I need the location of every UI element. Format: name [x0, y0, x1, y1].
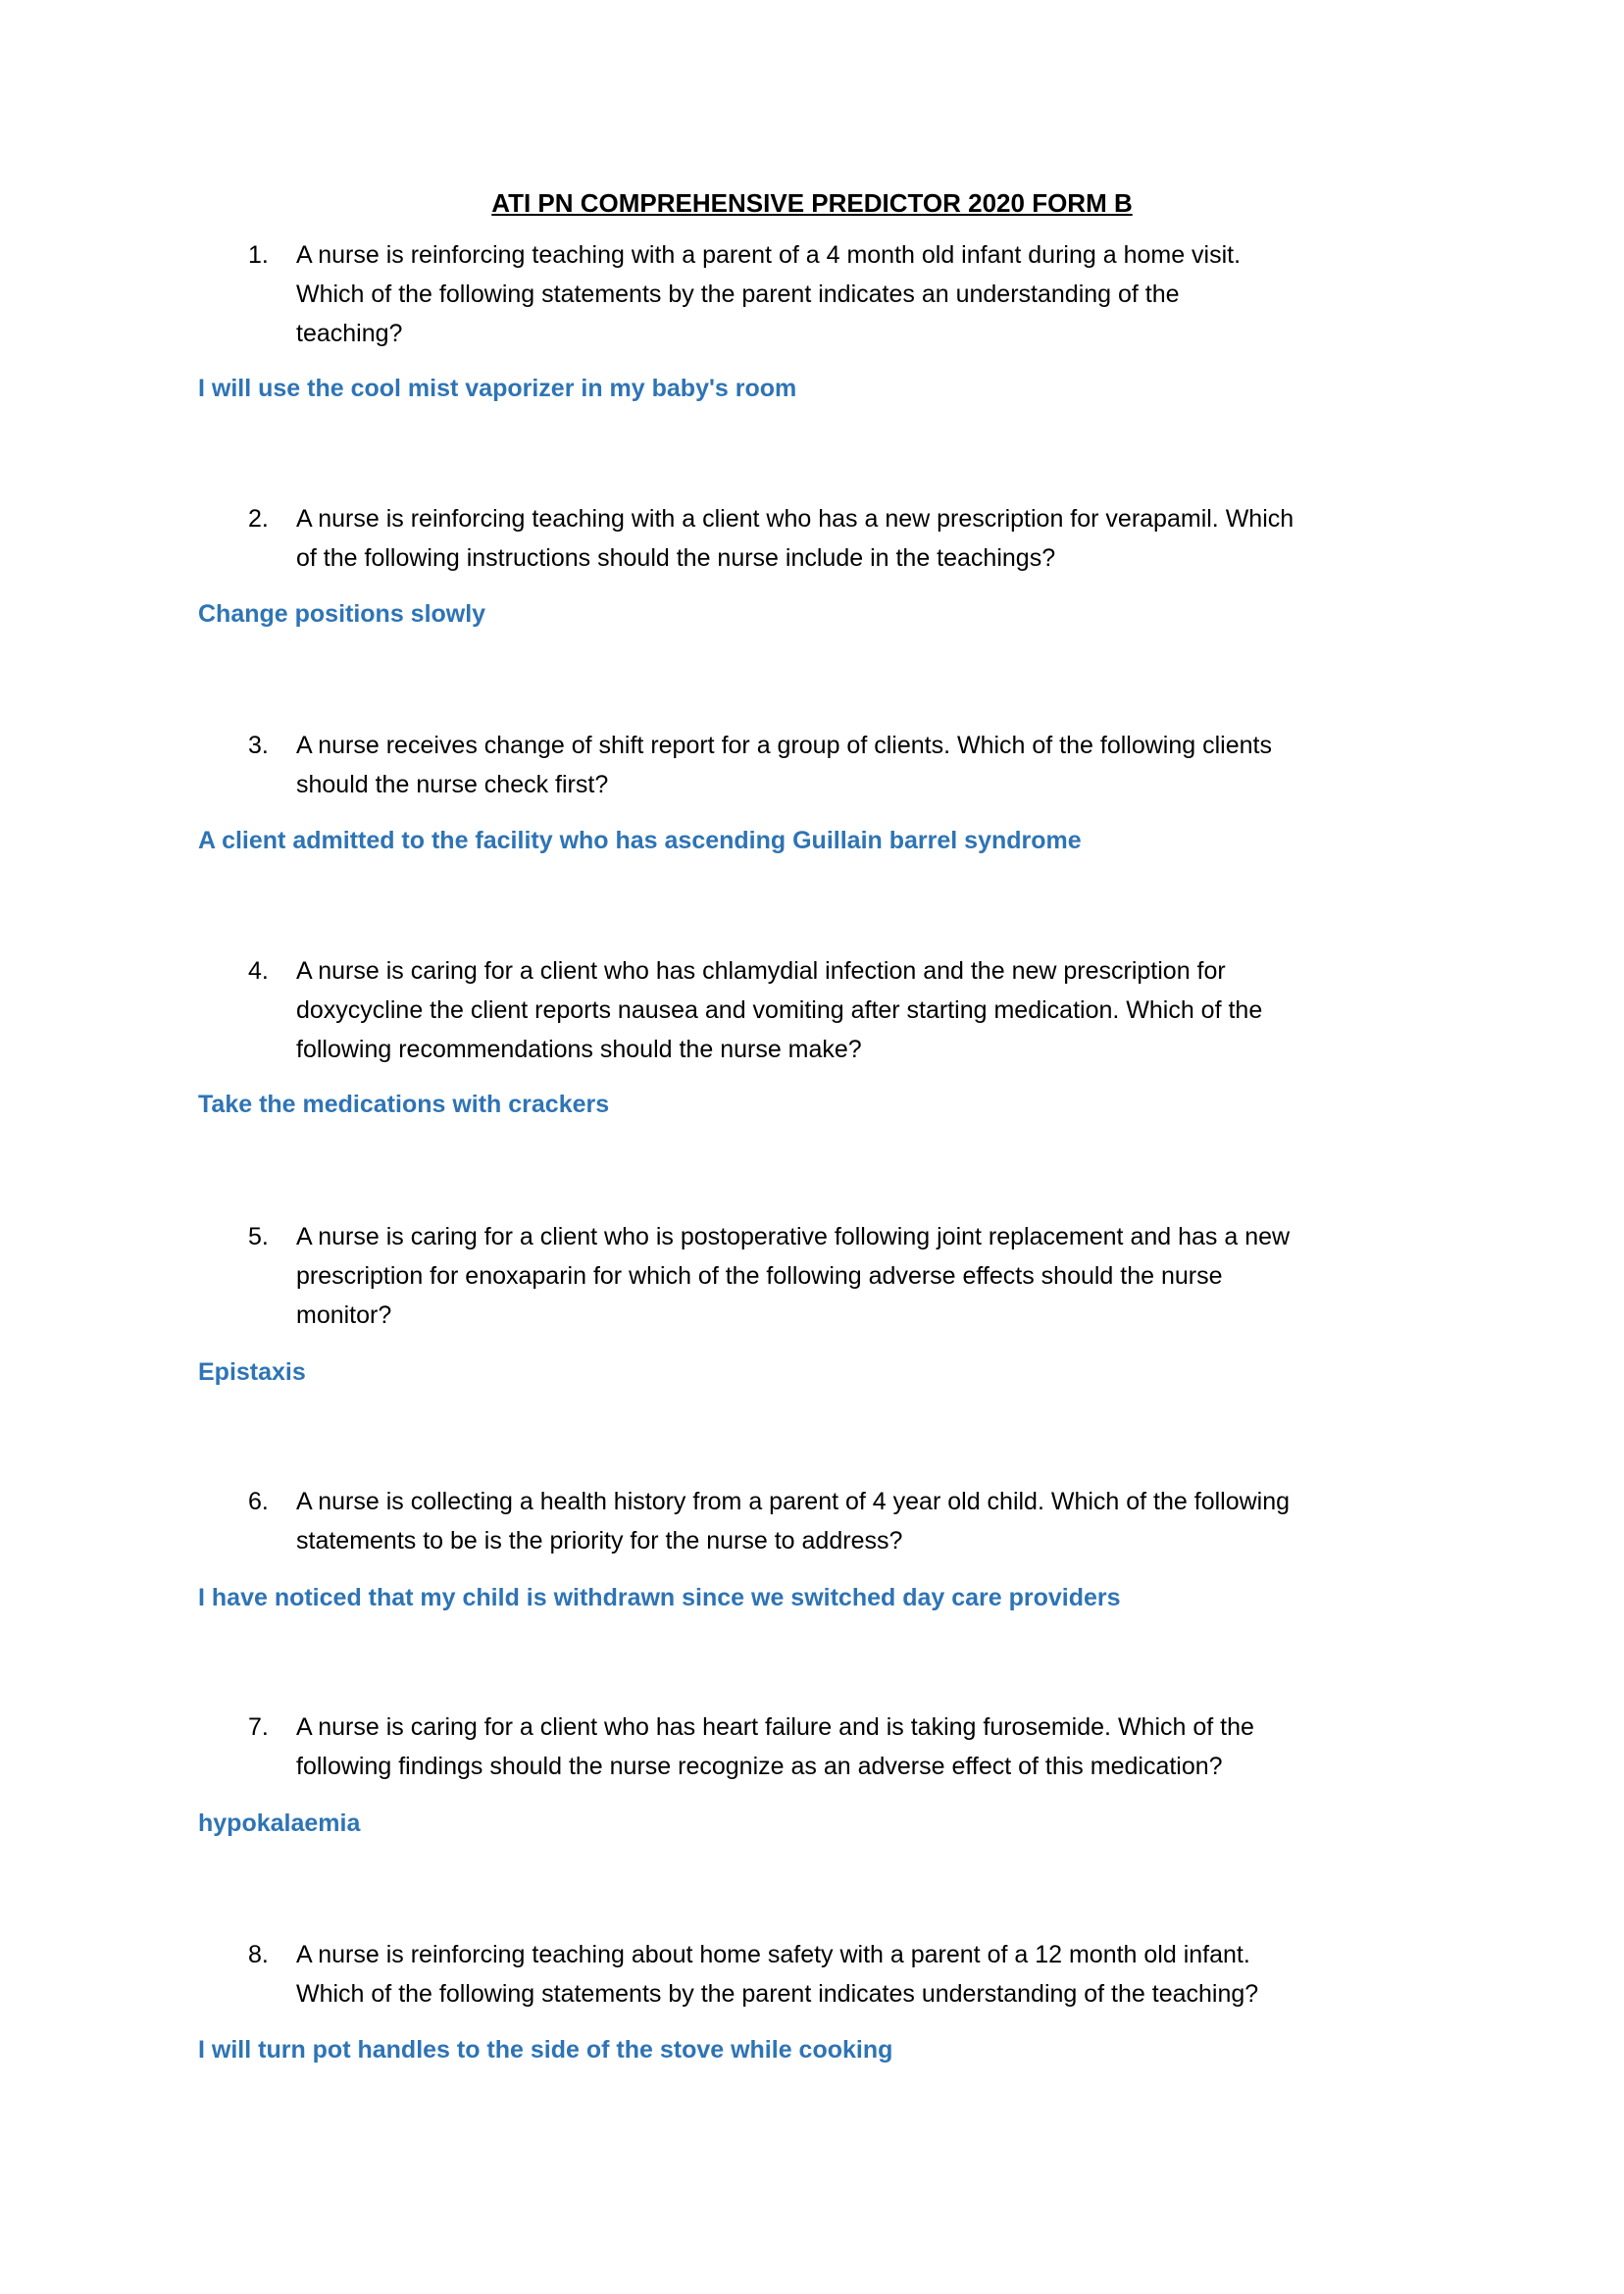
document-title: ATI PN COMPREHENSIVE PREDICTOR 2020 FORM B: [491, 188, 1133, 218]
question-number: 1.: [248, 241, 269, 269]
question-number: 3.: [248, 732, 269, 759]
question-line: should the nurse check first?: [296, 771, 609, 798]
question-line: monitor?: [296, 1301, 392, 1329]
answer-4: Take the medications with crackers: [198, 1091, 610, 1118]
answer-8: I will turn pot handles to the side of the stove while cooking: [198, 2036, 893, 2064]
question-line: A nurse receives change of shift report for a group of clients. Which of the following clients: [296, 732, 1272, 759]
answer-7: hypokalaemia: [198, 1810, 361, 1837]
answer-1: I will use the cool mist vaporizer in my baby's room: [198, 375, 797, 402]
question-line: Which of the following statements by the parent indicates understanding of the teaching?: [296, 1980, 1259, 2008]
question-number: 8.: [248, 1941, 269, 1968]
question-line: doxycycline the client reports nausea and vomiting after starting medication. Which of the: [296, 996, 1263, 1024]
answer-2: Change positions slowly: [198, 600, 486, 628]
question-line: A nurse is reinforcing teaching with a parent of a 4 month old infant during a home visit.: [296, 241, 1242, 269]
question-line: Which of the following statements by the parent indicates an understanding of the: [296, 280, 1180, 308]
question-line: teaching?: [296, 320, 403, 347]
question-line: A nurse is caring for a client who has chlamydial infection and the new prescription for: [296, 957, 1226, 985]
answer-3: A client admitted to the facility who has ascending Guillain barrel syndrome: [198, 827, 1082, 854]
question-text: [296, 1935, 1258, 2014]
question-line: A nurse is caring for a client who has heart failure and is taking furosemide. Which of the: [296, 1713, 1254, 1741]
question-text: [296, 499, 1294, 578]
question-line: prescription for enoxaparin for which of the following adverse effects should the nurse: [296, 1262, 1223, 1290]
question-line: following recommendations should the nurse make?: [296, 1036, 862, 1063]
question-number: 7.: [248, 1713, 269, 1741]
question-line: A nurse is reinforcing teaching about home safety with a parent of a 12 month old infant.: [296, 1941, 1250, 1968]
answer-5: Epistaxis: [198, 1358, 306, 1386]
question-line: A nurse is caring for a client who is postoperative following joint replacement and has a new: [296, 1223, 1291, 1250]
question-line: statements to be is the priority for the nurse to address?: [296, 1527, 903, 1555]
question-number: 2.: [248, 505, 269, 533]
question-line: A nurse is reinforcing teaching with a client who has a new prescription for verapamil. Which: [296, 505, 1294, 533]
answer-6: I have noticed that my child is withdrawn since we switched day care providers: [198, 1584, 1121, 1611]
question-number: 5.: [248, 1223, 269, 1250]
question-line: following findings should the nurse recognize as an adverse effect of this medication?: [296, 1753, 1223, 1780]
question-text: [296, 1217, 1290, 1335]
question-text: [296, 1708, 1254, 1786]
question-text: [296, 1482, 1290, 1560]
question-line: A nurse is collecting a health history from a parent of 4 year old child. Which of the following: [296, 1488, 1291, 1515]
question-number: 6.: [248, 1488, 269, 1515]
question-text: [296, 951, 1262, 1069]
question-number: 4.: [248, 957, 269, 985]
question-line: of the following instructions should the nurse include in the teachings?: [296, 544, 1056, 572]
question-text: [296, 726, 1272, 804]
question-text: [296, 235, 1241, 353]
